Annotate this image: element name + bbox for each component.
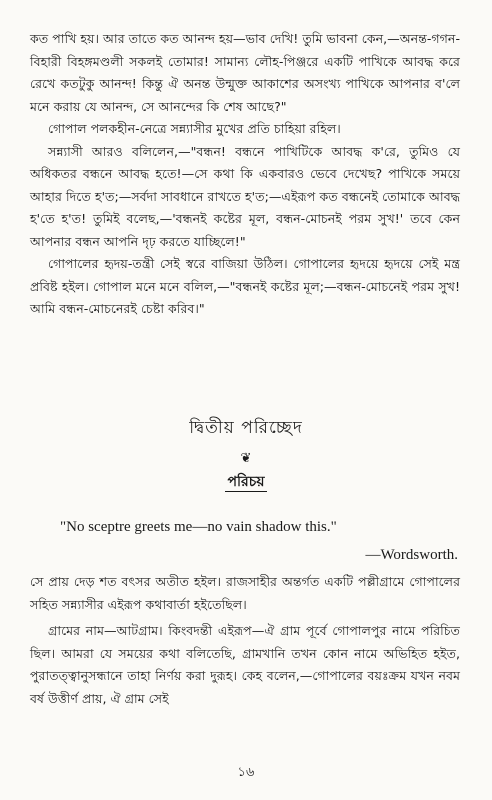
epigraph-quote: "No sceptre greets me—no vain shadow this."	[60, 519, 337, 535]
paragraph: গোপাল পলকহীন-নেত্রে সন্ন্যাসীর মুখের প্রতি চাহিয়া রহিল।	[48, 121, 341, 136]
epigraph-attribution: —Wordsworth.	[365, 547, 458, 563]
section-title-wrap	[0, 470, 492, 494]
paragraph: গোপালের হৃদয়-তন্ত্রী সেই স্বরে বাজিয়া উঠিল। গোপালের হৃদয়ে হৃদয়ে সেই মন্ত্র প্রবিষ্ট হইল। গোপাল মনে মনে বলিল,—"বন্ধনই কষ্টের মূল;—বন্ধন-মোচনেই পরম সুখ! আমি বন্ধন-মোচনেরই চেষ্টা করিব।"	[30, 256, 460, 316]
section-title: পরিচয়	[227, 474, 265, 490]
body-text-bottom	[30, 571, 460, 710]
page-number: ১৬	[237, 765, 255, 780]
body-text-top	[30, 28, 460, 321]
paragraph: সন্ন্যাসী আরও বলিলেন,—"বন্ধন! বন্ধনে পাখিটিকে আবদ্ধ ক'রে, তুমিও যে অধিকতর বন্ধনে আবদ্ধ হতে!—সে কথা কি একবারও ভেবে দেখেছ? পাখিকে সময়ে আহার দিতে হ'ত;—সর্বদা সাবধানে রাখতে হ'ত;—এইরূপ কত বন্ধনেই তোমাকে আবদ্ধ হ'তে হ'ত! তুমিই বলেছ,—'বন্ধনই কষ্টের মূল, বন্ধন-মোচনই পরম সুখ!' তবে কেন আপনার বন্ধন আপনি দৃঢ় করতে যাচ্ছিলে!"	[30, 143, 460, 249]
paragraph: কত পাখি হয়। আর তাতে কত আনন্দ হয়—ভাব দেখি! তুমি ভাবনা কেন,—অনন্ত-গগন-বিহারী বিহঙ্গমণ্ডলী সকলই তোমার! সামান্য লৌহ-পিঞ্জরে একটি পাখিকে আবদ্ধ করে রেখে কতটুকু আনন্দ! কিন্তু ঐ অনন্ত উন্মুক্ত আকাশের অসংখ্য পাখিকে আপনার ব'লে মনে করায় যে আনন্দ, সে আনন্দের কি শেষ আছে?"	[30, 31, 460, 114]
ornament-icon: ❦	[240, 451, 252, 466]
epigraph	[60, 516, 458, 566]
chapter-title: দ্বিতীয় পরিচ্ছেদ	[189, 418, 303, 438]
paragraph: গ্রামের নাম—আটগ্রাম। কিংবদন্তী এইরূপ—ঐ গ্রাম পূর্বে গোপালপুর নামে পরিচিত ছিল। আমরা যে সময়ের কথা বলিতেছি, গ্রামখানি তখন কোন নামে অভিহিত হইত, পুরাতত্ত্বানুসন্ধানে তাহা নির্ণয় করা দুরূহ। কেহ বলেন,—গোপালের বয়ঃক্রম যখন নবম বর্ষ উত্তীর্ণ প্রায়, ঐ গ্রাম সেই	[30, 623, 460, 706]
paragraph: সে প্রায় দেড় শত বৎসর অতীত হইল। রাজসাহীর অন্তর্গত একটি পল্লীগ্রামে গোপালের সহিত সন্ন্যাসীর এইরূপ কথাবার্তা হইতেছিল।	[30, 574, 460, 612]
